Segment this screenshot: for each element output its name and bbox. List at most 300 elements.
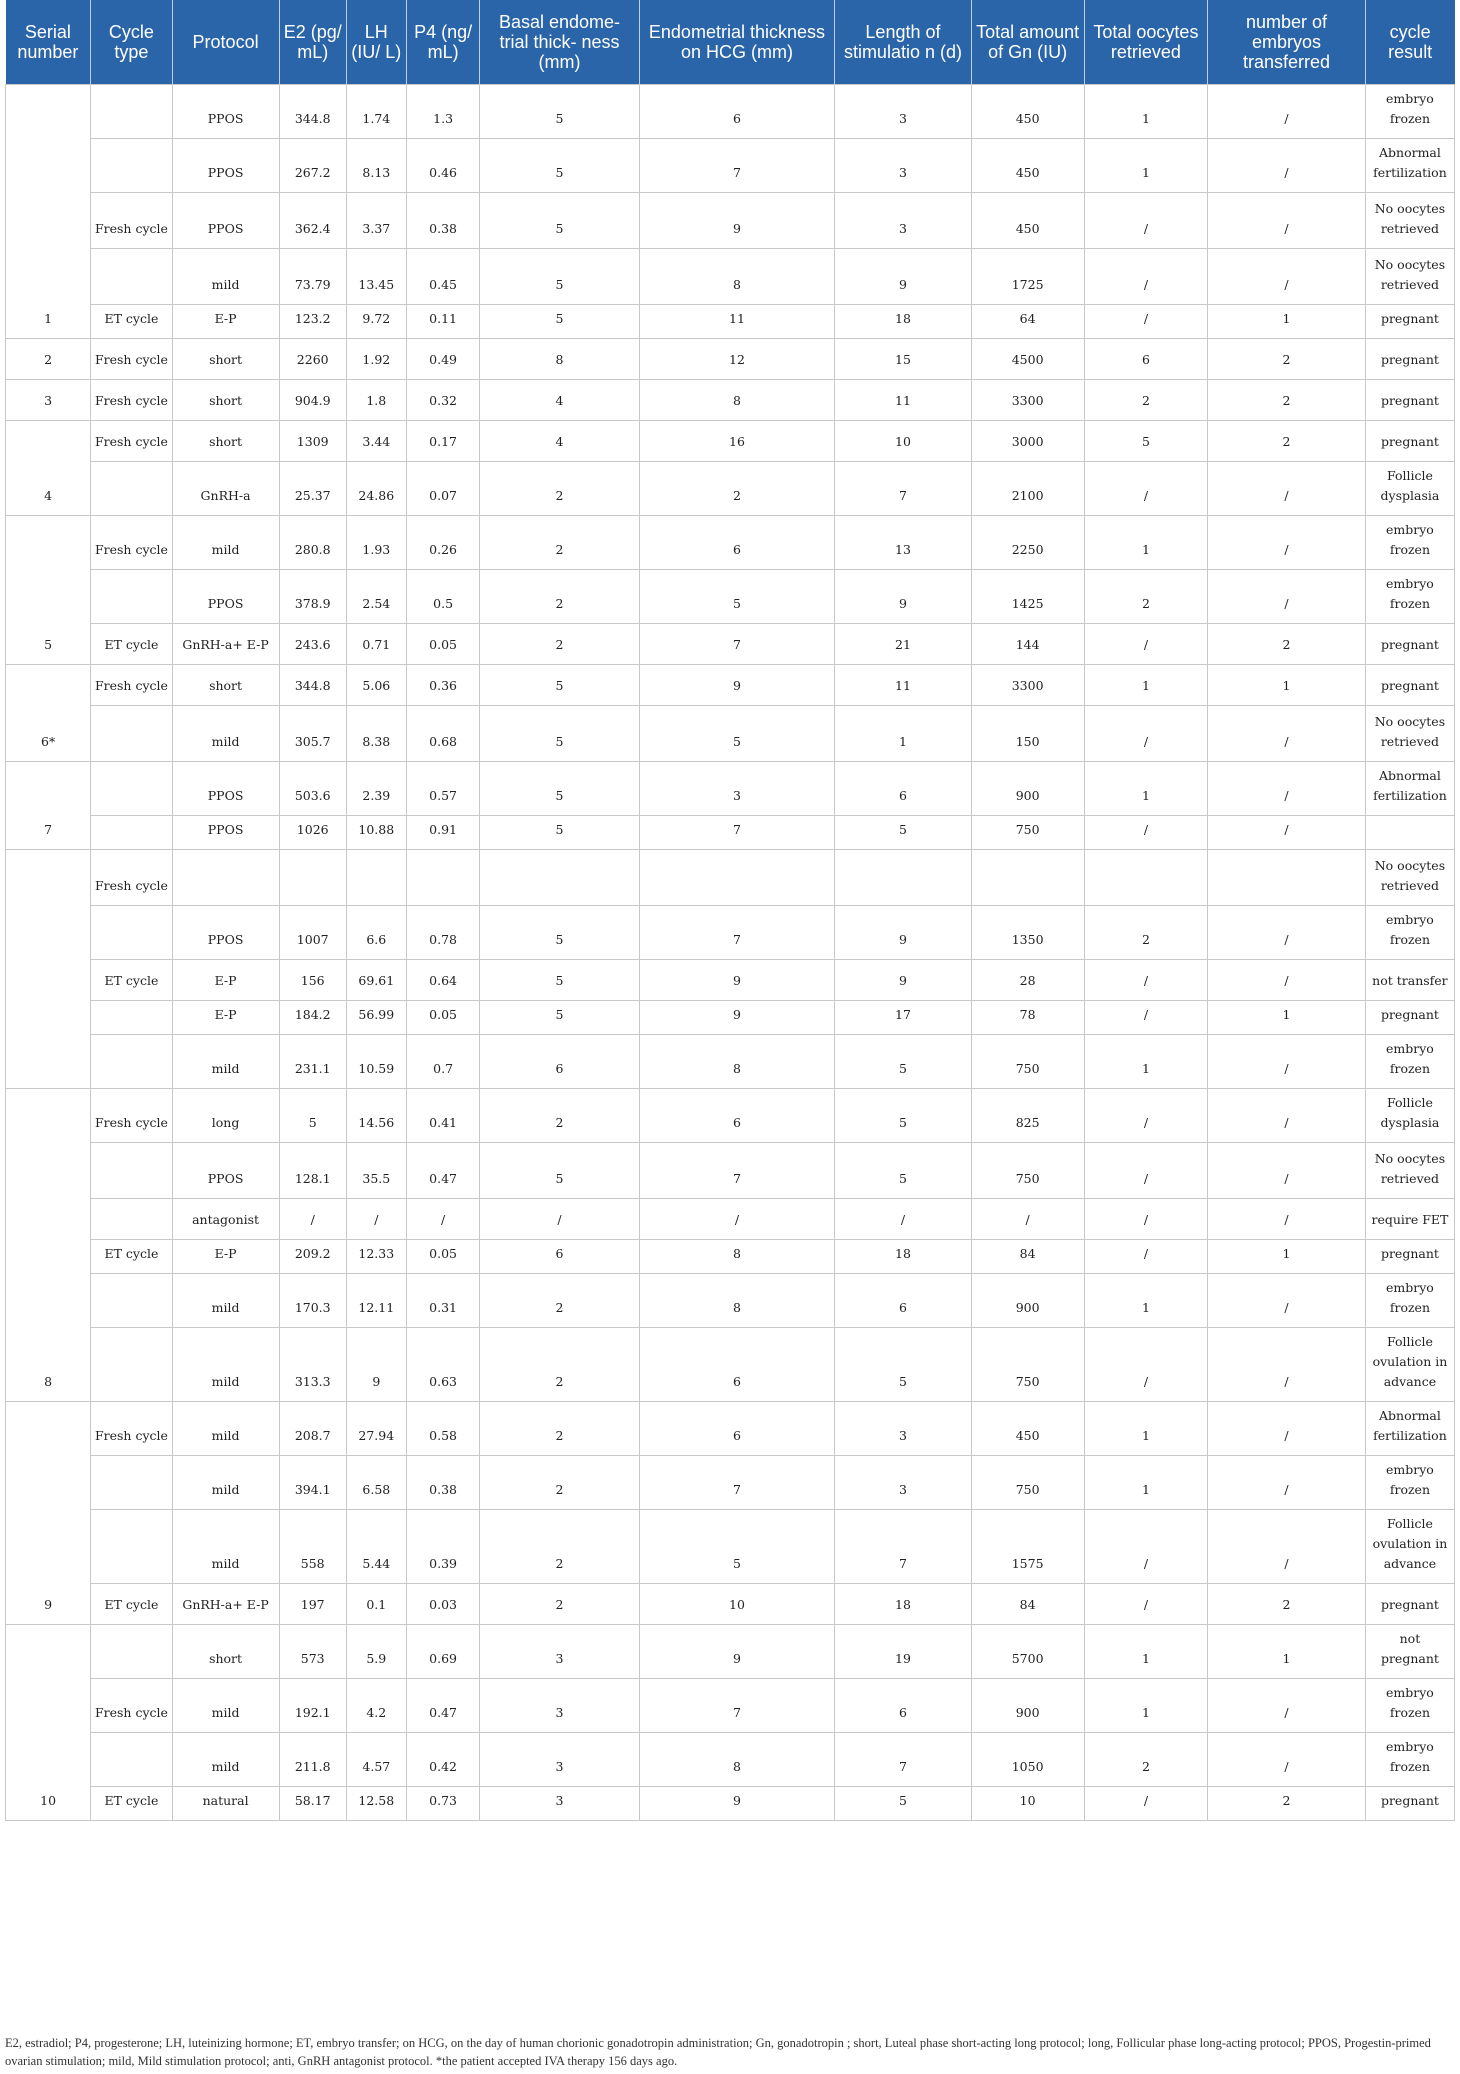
- table-cell: [6, 1274, 91, 1328]
- table-cell: 0.71: [346, 624, 406, 665]
- table-row: [6, 1328, 1455, 1402]
- table-cell: 2.39: [346, 762, 406, 816]
- table-cell: 9: [835, 249, 971, 305]
- table-cell: [6, 1089, 91, 1143]
- table-cell: [6, 516, 91, 570]
- table-cell: 12: [639, 339, 835, 380]
- table-cell: 10.88: [346, 816, 406, 850]
- table-cell: 900: [971, 1679, 1084, 1733]
- table-cell: 21: [835, 624, 971, 665]
- table-cell: 4.57: [346, 1733, 406, 1787]
- column-header: Total amount of Gn (IU): [971, 0, 1084, 85]
- table-cell: 6: [835, 1679, 971, 1733]
- table-cell: /: [1208, 816, 1366, 850]
- table-cell: 184.2: [279, 1001, 346, 1035]
- table-cell: 2: [1084, 1733, 1207, 1787]
- table-header-row: [6, 0, 1455, 85]
- table-row: [6, 1199, 1455, 1240]
- table-cell: 3300: [971, 665, 1084, 706]
- table-cell: PPOS: [172, 762, 279, 816]
- table-cell: 2250: [971, 516, 1084, 570]
- table-cell: 5.06: [346, 665, 406, 706]
- table-cell: [91, 1199, 172, 1240]
- table-cell: 750: [971, 1143, 1084, 1199]
- table-row: [6, 816, 1455, 850]
- table-cell: 69.61: [346, 960, 406, 1001]
- table-cell: /: [406, 1199, 480, 1240]
- table-cell: 231.1: [279, 1035, 346, 1089]
- table-cell: E-P: [172, 305, 279, 339]
- table-cell: No oocytes retrieved: [1365, 249, 1454, 305]
- table-cell: [6, 139, 91, 193]
- table-cell: GnRH-a+ E-P: [172, 624, 279, 665]
- table-cell: PPOS: [172, 816, 279, 850]
- table-cell: 344.8: [279, 665, 346, 706]
- table-cell: 280.8: [279, 516, 346, 570]
- table-cell: [91, 1456, 172, 1510]
- table-cell: 5.44: [346, 1510, 406, 1584]
- table-cell: 904.9: [279, 380, 346, 421]
- table-cell: [6, 1199, 91, 1240]
- table-cell: 2: [480, 462, 639, 516]
- column-header: Cycle type: [91, 0, 172, 85]
- table-cell: 3: [480, 1733, 639, 1787]
- table-cell: 73.79: [279, 249, 346, 305]
- table-cell: 0.41: [406, 1089, 480, 1143]
- table-cell: 7: [835, 1510, 971, 1584]
- table-cell: 4500: [971, 339, 1084, 380]
- table-cell: 0.49: [406, 339, 480, 380]
- table-cell: 25.37: [279, 462, 346, 516]
- table-cell: /: [1084, 1143, 1207, 1199]
- table-cell: E-P: [172, 960, 279, 1001]
- table-cell: embryo frozen: [1365, 1733, 1454, 1787]
- table-cell: 208.7: [279, 1402, 346, 1456]
- table-cell: [639, 850, 835, 906]
- table-row: [6, 139, 1455, 193]
- table-cell: PPOS: [172, 139, 279, 193]
- table-cell: 2260: [279, 339, 346, 380]
- table-cell: 5: [835, 1035, 971, 1089]
- table-cell: 150: [971, 706, 1084, 762]
- table-cell: 0.36: [406, 665, 480, 706]
- table-cell: 8: [639, 1733, 835, 1787]
- table-cell: 394.1: [279, 1456, 346, 1510]
- table-cell: [91, 1035, 172, 1089]
- table-cell: 4.2: [346, 1679, 406, 1733]
- table-cell: 0.11: [406, 305, 480, 339]
- table-cell: 11: [835, 665, 971, 706]
- table-cell: 0.38: [406, 1456, 480, 1510]
- table-cell: Abnormal fertilization: [1365, 762, 1454, 816]
- table-cell: /: [279, 1199, 346, 1240]
- table-cell: 2: [480, 1584, 639, 1625]
- table-cell: Fresh cycle: [91, 339, 172, 380]
- table-cell: 9: [6, 1584, 91, 1625]
- table-cell: 7: [639, 906, 835, 960]
- table-cell: 9: [639, 193, 835, 249]
- table-cell: 7: [835, 1733, 971, 1787]
- table-cell: Follicle dysplasia: [1365, 1089, 1454, 1143]
- table-cell: /: [639, 1199, 835, 1240]
- table-row: [6, 462, 1455, 516]
- table-cell: [279, 850, 346, 906]
- table-cell: Abnormal fertilization: [1365, 1402, 1454, 1456]
- table-cell: 0.46: [406, 139, 480, 193]
- table-cell: 750: [971, 1456, 1084, 1510]
- table-cell: 313.3: [279, 1328, 346, 1402]
- table-cell: 5: [480, 249, 639, 305]
- table-cell: ET cycle: [91, 960, 172, 1001]
- column-header: Protocol: [172, 0, 279, 85]
- table-row: [6, 960, 1455, 1001]
- table-row: [6, 1787, 1455, 1821]
- table-row: [6, 570, 1455, 624]
- table-cell: 450: [971, 139, 1084, 193]
- table-cell: [91, 1733, 172, 1787]
- table-row: [6, 1240, 1455, 1274]
- table-cell: 344.8: [279, 85, 346, 139]
- table-cell: 6.58: [346, 1456, 406, 1510]
- table-cell: 1: [1084, 85, 1207, 139]
- table-cell: [6, 1143, 91, 1199]
- table-cell: 5: [639, 706, 835, 762]
- table-cell: /: [1208, 1274, 1366, 1328]
- table-cell: mild: [172, 1510, 279, 1584]
- table-cell: [91, 906, 172, 960]
- table-cell: pregnant: [1365, 421, 1454, 462]
- table-cell: /: [1208, 906, 1366, 960]
- table-cell: [6, 665, 91, 706]
- table-cell: 11: [835, 380, 971, 421]
- table-cell: 1.8: [346, 380, 406, 421]
- table-cell: [91, 462, 172, 516]
- table-cell: 2100: [971, 462, 1084, 516]
- table-cell: 16: [639, 421, 835, 462]
- table-cell: 78: [971, 1001, 1084, 1035]
- table-row: [6, 850, 1455, 906]
- table-row: [6, 1402, 1455, 1456]
- table-cell: 0.05: [406, 1001, 480, 1035]
- table-cell: pregnant: [1365, 305, 1454, 339]
- table-cell: 8: [639, 1274, 835, 1328]
- column-header: number of embryos transferred: [1208, 0, 1366, 85]
- table-cell: 3: [480, 1679, 639, 1733]
- table-cell: 2: [480, 1510, 639, 1584]
- table-cell: [406, 850, 480, 906]
- table-cell: 8: [480, 339, 639, 380]
- table-cell: 7: [639, 1456, 835, 1510]
- table-cell: 1725: [971, 249, 1084, 305]
- table-cell: 3: [835, 85, 971, 139]
- table-cell: 1: [1084, 1456, 1207, 1510]
- table-cell: /: [1208, 462, 1366, 516]
- table-cell: No oocytes retrieved: [1365, 706, 1454, 762]
- table-cell: 6: [639, 85, 835, 139]
- table-row: [6, 1456, 1455, 1510]
- table-cell: [6, 85, 91, 139]
- table-cell: [6, 1456, 91, 1510]
- table-cell: [6, 1679, 91, 1733]
- table-cell: 7: [835, 462, 971, 516]
- table-cell: 0.91: [406, 816, 480, 850]
- table-cell: 5: [480, 706, 639, 762]
- table-cell: /: [1084, 1584, 1207, 1625]
- table-cell: [6, 421, 91, 462]
- table-cell: 84: [971, 1584, 1084, 1625]
- table-cell: 3.44: [346, 421, 406, 462]
- table-cell: /: [1208, 193, 1366, 249]
- table-cell: 0.7: [406, 1035, 480, 1089]
- table-row: [6, 85, 1455, 139]
- table-cell: 10.59: [346, 1035, 406, 1089]
- table-cell: [346, 850, 406, 906]
- table-cell: 0.57: [406, 762, 480, 816]
- table-cell: ET cycle: [91, 624, 172, 665]
- table-cell: 18: [835, 1240, 971, 1274]
- table-cell: Fresh cycle: [91, 1089, 172, 1143]
- table-cell: 7: [639, 1679, 835, 1733]
- table-cell: 1: [1084, 1402, 1207, 1456]
- table-cell: /: [1208, 762, 1366, 816]
- table-cell: /: [1208, 1402, 1366, 1456]
- table-cell: /: [1084, 305, 1207, 339]
- table-cell: [6, 193, 91, 249]
- table-cell: 11: [639, 305, 835, 339]
- table-cell: PPOS: [172, 85, 279, 139]
- table-cell: 0.69: [406, 1625, 480, 1679]
- table-cell: 8.38: [346, 706, 406, 762]
- table-cell: 1: [1208, 665, 1366, 706]
- table-cell: 0.39: [406, 1510, 480, 1584]
- table-cell: 17: [835, 1001, 971, 1035]
- table-cell: No oocytes retrieved: [1365, 193, 1454, 249]
- table-cell: 197: [279, 1584, 346, 1625]
- table-cell: 450: [971, 1402, 1084, 1456]
- table-cell: 2: [480, 1456, 639, 1510]
- table-row: [6, 339, 1455, 380]
- table-cell: 9: [639, 960, 835, 1001]
- table-row: [6, 1143, 1455, 1199]
- table-cell: /: [1208, 1035, 1366, 1089]
- table-cell: No oocytes retrieved: [1365, 1143, 1454, 1199]
- table-cell: mild: [172, 1402, 279, 1456]
- table-cell: 1: [1084, 1625, 1207, 1679]
- table-cell: 378.9: [279, 570, 346, 624]
- table-cell: pregnant: [1365, 1240, 1454, 1274]
- table-cell: 2: [480, 1274, 639, 1328]
- table-cell: 5700: [971, 1625, 1084, 1679]
- table-cell: embryo frozen: [1365, 1274, 1454, 1328]
- table-cell: 5: [480, 139, 639, 193]
- table-cell: 18: [835, 305, 971, 339]
- table-body: [6, 85, 1455, 1821]
- table-cell: 2: [480, 516, 639, 570]
- table-cell: 35.5: [346, 1143, 406, 1199]
- table-cell: 3: [835, 1456, 971, 1510]
- table-cell: [6, 762, 91, 816]
- table-cell: 9: [639, 1001, 835, 1035]
- table-cell: 362.4: [279, 193, 346, 249]
- table-cell: mild: [172, 516, 279, 570]
- table-cell: not pregnant: [1365, 1625, 1454, 1679]
- table-row: [6, 665, 1455, 706]
- table-cell: 0.05: [406, 624, 480, 665]
- table-cell: 5: [639, 1510, 835, 1584]
- table-cell: pregnant: [1365, 339, 1454, 380]
- table-cell: /: [1084, 249, 1207, 305]
- table-row: [6, 1584, 1455, 1625]
- table-cell: 9: [835, 960, 971, 1001]
- table-cell: mild: [172, 1679, 279, 1733]
- table-cell: 0.05: [406, 1240, 480, 1274]
- table-footnote: E2, estradiol; P4, progesterone; LH, luteinizing hormone; ET, embryo transfer; on HCG, on the day of human chorionic gonadotropin administration; Gn, gonadotropin ; short, Luteal phase short-acting long protocol; long, Follicular phase long-acting protocol; PPOS, Progestin-primed ovarian stimulation; mild, Mild stimulation protocol; anti, GnRH antagonist protocol. *the patient accepted IVA therapy 156 days ago.: [5, 2036, 1431, 2068]
- table-cell: [91, 762, 172, 816]
- table-cell: 6: [480, 1035, 639, 1089]
- table-cell: 7: [639, 1143, 835, 1199]
- table-cell: PPOS: [172, 906, 279, 960]
- table-cell: E-P: [172, 1001, 279, 1035]
- table-cell: 6: [835, 1274, 971, 1328]
- table-cell: 58.17: [279, 1787, 346, 1821]
- table-cell: 900: [971, 762, 1084, 816]
- table-cell: 2: [480, 1402, 639, 1456]
- table-cell: short: [172, 421, 279, 462]
- table-cell: 6: [1084, 339, 1207, 380]
- table-cell: 0.58: [406, 1402, 480, 1456]
- table-cell: 8: [639, 249, 835, 305]
- table-cell: 13: [835, 516, 971, 570]
- table-cell: 2.54: [346, 570, 406, 624]
- table-cell: 1: [1208, 1625, 1366, 1679]
- table-cell: GnRH-a+ E-P: [172, 1584, 279, 1625]
- table-cell: pregnant: [1365, 380, 1454, 421]
- table-cell: 144: [971, 624, 1084, 665]
- table-cell: /: [1208, 139, 1366, 193]
- table-cell: /: [1208, 516, 1366, 570]
- table-cell: 5: [480, 85, 639, 139]
- table-cell: [6, 1240, 91, 1274]
- table-cell: [6, 906, 91, 960]
- table-cell: 1007: [279, 906, 346, 960]
- table-cell: 13.45: [346, 249, 406, 305]
- table-cell: 1026: [279, 816, 346, 850]
- table-cell: 9: [835, 570, 971, 624]
- table-cell: 0.1: [346, 1584, 406, 1625]
- table-cell: 2: [480, 570, 639, 624]
- table-cell: pregnant: [1365, 665, 1454, 706]
- table-cell: 5: [480, 1143, 639, 1199]
- table-cell: 1: [6, 305, 91, 339]
- table-cell: /: [1208, 570, 1366, 624]
- table-cell: ET cycle: [91, 1584, 172, 1625]
- table-cell: 10: [6, 1787, 91, 1821]
- table-cell: 503.6: [279, 762, 346, 816]
- table-cell: 450: [971, 85, 1084, 139]
- table-cell: 825: [971, 1089, 1084, 1143]
- table-cell: 1: [1084, 665, 1207, 706]
- table-cell: 6: [639, 1328, 835, 1402]
- table-cell: 9: [639, 1787, 835, 1821]
- table-cell: /: [1084, 960, 1207, 1001]
- table-cell: 5: [835, 816, 971, 850]
- table-cell: 750: [971, 1328, 1084, 1402]
- table-cell: 305.7: [279, 706, 346, 762]
- table-cell: /: [1084, 1787, 1207, 1821]
- table-cell: 5: [480, 906, 639, 960]
- table-cell: [91, 249, 172, 305]
- table-cell: 3300: [971, 380, 1084, 421]
- table-cell: pregnant: [1365, 1001, 1454, 1035]
- table-cell: 1.93: [346, 516, 406, 570]
- table-row: [6, 249, 1455, 305]
- table-cell: /: [835, 1199, 971, 1240]
- table-cell: /: [1084, 624, 1207, 665]
- table-cell: require FET: [1365, 1199, 1454, 1240]
- table-row: [6, 380, 1455, 421]
- table-cell: 156: [279, 960, 346, 1001]
- table-cell: 6: [835, 762, 971, 816]
- table-cell: 3: [835, 193, 971, 249]
- table-cell: 5: [639, 570, 835, 624]
- table-cell: /: [1208, 706, 1366, 762]
- table-cell: 27.94: [346, 1402, 406, 1456]
- table-cell: 573: [279, 1625, 346, 1679]
- table-cell: 5: [1084, 421, 1207, 462]
- table-cell: /: [1084, 1001, 1207, 1035]
- table-cell: 1: [1208, 1001, 1366, 1035]
- table-cell: 18: [835, 1584, 971, 1625]
- table-cell: 1: [1084, 516, 1207, 570]
- table-cell: 6: [480, 1240, 639, 1274]
- table-cell: E-P: [172, 1240, 279, 1274]
- table-cell: 0.32: [406, 380, 480, 421]
- table-cell: 558: [279, 1510, 346, 1584]
- table-cell: 2: [480, 1328, 639, 1402]
- table-cell: 24.86: [346, 462, 406, 516]
- table-cell: 8.13: [346, 139, 406, 193]
- table-cell: 0.17: [406, 421, 480, 462]
- table-cell: 0.31: [406, 1274, 480, 1328]
- table-cell: [91, 85, 172, 139]
- table-cell: 3000: [971, 421, 1084, 462]
- table-cell: 3: [6, 380, 91, 421]
- table-cell: 5: [835, 1787, 971, 1821]
- table-cell: PPOS: [172, 570, 279, 624]
- table-cell: /: [1084, 816, 1207, 850]
- table-cell: PPOS: [172, 193, 279, 249]
- table-cell: /: [1208, 1510, 1366, 1584]
- table-cell: 15: [835, 339, 971, 380]
- table-cell: 3: [835, 139, 971, 193]
- table-row: [6, 762, 1455, 816]
- table-cell: ET cycle: [91, 1240, 172, 1274]
- table-cell: /: [1084, 1328, 1207, 1402]
- table-row: [6, 421, 1455, 462]
- table-cell: Fresh cycle: [91, 193, 172, 249]
- table-cell: 5: [480, 193, 639, 249]
- table-cell: /: [1208, 1199, 1366, 1240]
- table-cell: 170.3: [279, 1274, 346, 1328]
- table-cell: mild: [172, 1456, 279, 1510]
- table-cell: 1050: [971, 1733, 1084, 1787]
- table-cell: 3: [639, 762, 835, 816]
- table-cell: 128.1: [279, 1143, 346, 1199]
- table-row: [6, 1510, 1455, 1584]
- table-cell: 900: [971, 1274, 1084, 1328]
- table-cell: 7: [639, 624, 835, 665]
- table-cell: 211.8: [279, 1733, 346, 1787]
